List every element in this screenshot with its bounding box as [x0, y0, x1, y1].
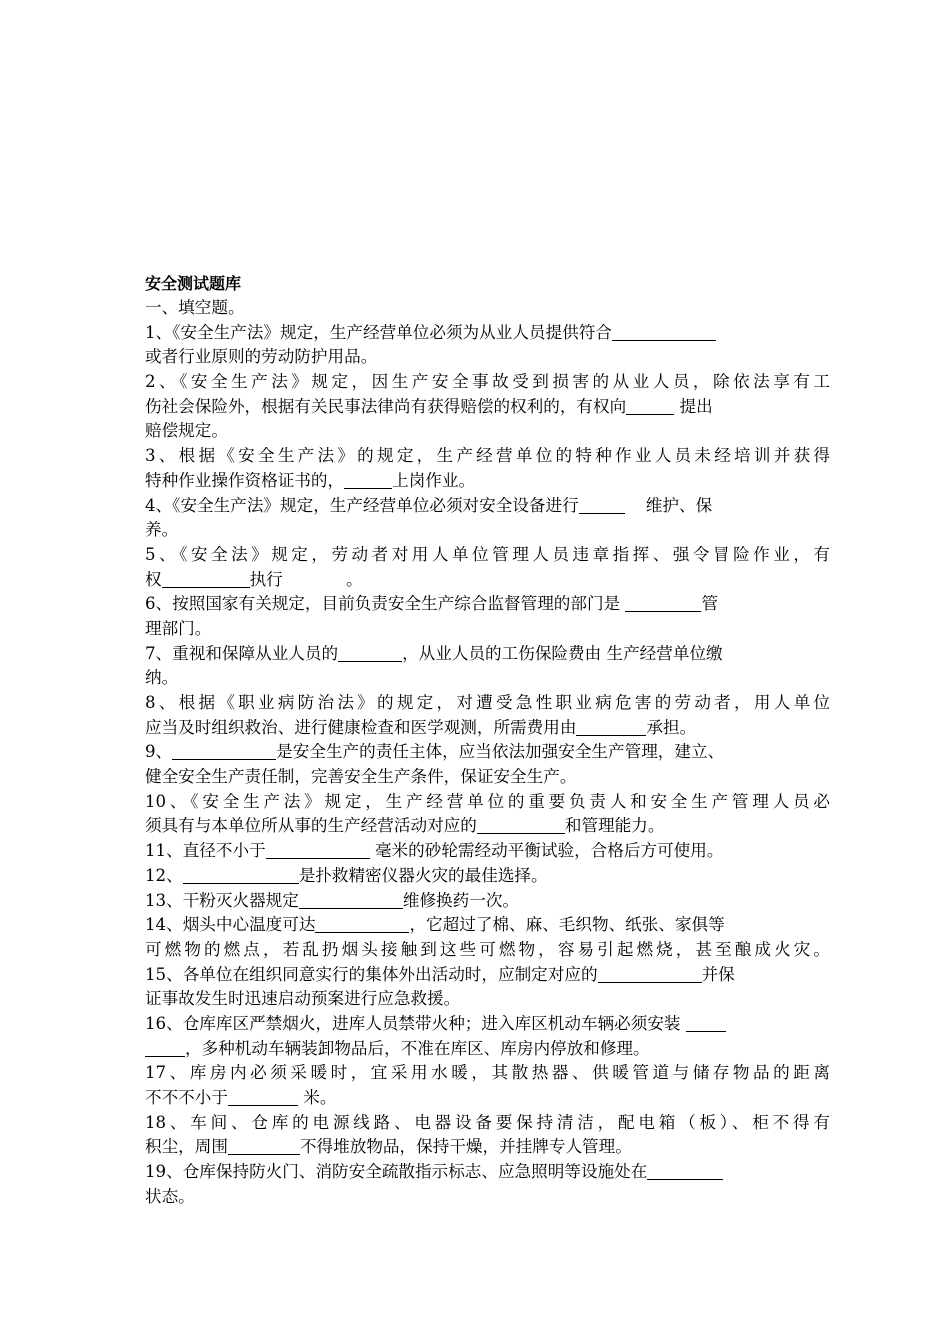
text: 19、仓库保持防火门、消防安全疏散指示标志、应急照明等设施处在 [145, 1162, 648, 1182]
question-8-line-2 [145, 716, 830, 741]
question-1-line-1 [145, 321, 830, 346]
text: 5、《安全法》规定，劳动者对用人单位管理人员违章指挥、强令冒险作业，有 [145, 544, 830, 564]
question-1-line-2 [145, 345, 830, 370]
text: 特种作业操作资格证书的， [145, 470, 345, 490]
question-11 [145, 839, 830, 864]
text: 和管理能力。 [564, 816, 665, 836]
question-4-line-1 [145, 494, 830, 519]
text: 积尘，周围 [145, 1137, 228, 1157]
question-2-line-2 [145, 395, 830, 420]
text: 2、《安全生产法》规定，因生产安全事故受到损害的从业人员，除依法享有工 [145, 372, 830, 392]
answer-blank[interactable] [625, 594, 701, 612]
question-14-line-2 [145, 938, 830, 963]
text: 理部门。 [145, 618, 212, 638]
text: ，多种机动车辆装卸物品后，不准在库区、库房内停放和修理。 [185, 1038, 650, 1058]
answer-blank[interactable] [626, 397, 674, 415]
question-4-line-2 [145, 518, 830, 543]
answer-blank[interactable] [344, 471, 392, 489]
text: 伤社会保险外，根据有关民事法律尚有获得赔偿的权利的，有权向 [145, 396, 627, 416]
text: 3、根据《安全生产法》的规定，生产经营单位的特种作业人员未经培训并获得 [145, 446, 830, 466]
answer-blank-continued[interactable] [145, 1039, 185, 1057]
section-heading: 一、填空题。 [145, 298, 245, 317]
text: 应当及时组织救治、进行健康检查和医学观测，所需费用由 [145, 717, 577, 737]
question-18-line-1 [145, 1111, 830, 1136]
answer-blank[interactable] [299, 891, 403, 909]
answer-blank[interactable] [338, 644, 402, 662]
question-5-line-2 [145, 568, 830, 593]
question-9-line-2 [145, 765, 830, 790]
question-6-line-1 [145, 592, 830, 617]
answer-blank[interactable] [686, 1014, 726, 1032]
text: 或者行业原则的劳动防护用品。 [145, 347, 378, 367]
text: 管 [701, 594, 719, 614]
question-17-line-1 [145, 1061, 830, 1086]
text: 18、车间、仓库的电源线路、电器设备要保持清洁，配电箱（板）、柜不得有 [145, 1112, 830, 1132]
question-7-line-2 [145, 666, 830, 691]
text: 不得堆放物品，保持干燥，并挂牌专人管理。 [299, 1137, 632, 1157]
text: 11、直径不小于 [145, 841, 266, 861]
text: 并保 [701, 964, 735, 984]
text: 须具有与本单位所从事的生产经营活动对应的 [145, 816, 477, 836]
text: 可燃物的燃点，若乱扔烟头接触到这些可燃物，容易引起燃烧，甚至酿成火灾。 [145, 939, 830, 959]
text: 13、干粉灭火器规定 [145, 890, 299, 910]
question-14-line-1 [145, 913, 830, 938]
text: 健全安全生产责任制，完善安全生产条件，保证安全生产。 [145, 767, 577, 787]
text: 纳。 [145, 668, 179, 688]
question-6-line-2 [145, 617, 830, 642]
text: 赔偿规定。 [145, 421, 228, 441]
question-16-line-2 [145, 1037, 830, 1062]
answer-blank[interactable] [162, 570, 250, 588]
question-15-line-2 [145, 987, 830, 1012]
answer-blank[interactable] [612, 323, 716, 341]
answer-blank[interactable] [228, 1088, 298, 1106]
text: 权 [145, 569, 162, 589]
answer-blank[interactable] [579, 496, 625, 514]
text: ，它超过了棉、麻、毛织物、纸张、家俱等 [409, 915, 725, 935]
answer-blank[interactable] [315, 915, 409, 933]
text: 维护、保 [624, 495, 713, 515]
question-2-line-1 [145, 370, 830, 395]
question-3-line-2 [145, 469, 830, 494]
answer-blank[interactable] [477, 816, 565, 834]
text: 是扑救精密仪器火灾的最佳选择。 [298, 865, 548, 885]
answer-blank[interactable] [598, 965, 702, 983]
question-16-line-1 [145, 1012, 830, 1037]
answer-blank[interactable] [266, 841, 370, 859]
text: 8、根据《职业病防治法》的规定，对遭受急性职业病危害的劳动者，用人单位 [145, 693, 830, 712]
question-3-line-1 [145, 444, 830, 469]
text: 4、《安全生产法》规定，生产经营单位必须对安全设备进行 [145, 495, 579, 515]
text: 6、按照国家有关规定，目前负责安全生产综合监督管理的部门是 [145, 594, 626, 614]
question-10-line-1 [145, 790, 830, 815]
question-2-line-3 [145, 419, 830, 444]
text: 提出 [674, 396, 713, 416]
text: 12、 [145, 865, 183, 885]
text: 14、烟头中心温度可达 [145, 915, 316, 935]
text: 执行 。 [249, 569, 363, 589]
answer-blank[interactable] [172, 742, 276, 760]
text: 10、《安全生产法》规定，生产经营单位的重要负责人和安全生产管理人员必 [145, 791, 830, 811]
question-5-line-1 [145, 543, 830, 568]
text: 米。 [297, 1088, 337, 1107]
question-18-line-2 [145, 1135, 830, 1160]
question-7-line-1 [145, 642, 830, 667]
question-12 [145, 864, 830, 889]
question-10-line-2 [145, 814, 830, 839]
text: 状态。 [145, 1186, 195, 1206]
text: 承担。 [646, 717, 697, 737]
answer-blank[interactable] [228, 1137, 300, 1155]
text: 9、 [145, 742, 173, 762]
document-body [145, 272, 830, 1209]
question-9-line-1 [145, 740, 830, 765]
question-19-line-1 [145, 1160, 830, 1185]
text: 维修换药一次。 [402, 890, 520, 910]
document-title: 安全测试题库 [145, 274, 242, 293]
text: 养。 [145, 520, 179, 540]
answer-blank[interactable] [183, 866, 299, 884]
question-17-line-2 [145, 1086, 830, 1111]
text: 16、仓库库区严禁烟火，进库人员禁带火种；进入库区机动车辆必须安装 [145, 1013, 686, 1033]
answer-blank[interactable] [647, 1162, 723, 1180]
question-8-line-1 [145, 691, 830, 716]
answer-blank[interactable] [576, 718, 646, 736]
text: 7、重视和保障从业人员的 [145, 643, 339, 663]
text: ，从业人员的工伤保险费由 生产经营单位缴 [402, 643, 723, 663]
question-15-line-1 [145, 963, 830, 988]
text: 是安全生产的责任主体，应当依法加强安全生产管理，建立、 [276, 742, 725, 762]
text: 证事故发生时迅速启动预案进行应急救援。 [145, 989, 461, 1009]
text: 上岗作业。 [392, 470, 476, 490]
text: 17、库房内必须采暖时，宜采用水暖，其散热器、供暖管道与储存物品的距离 [145, 1063, 830, 1083]
question-19-line-2 [145, 1185, 830, 1210]
text: 不不不小于 [145, 1088, 228, 1107]
text: 15、各单位在组织同意实行的集体外出活动时，应制定对应的 [145, 964, 598, 984]
text: 1、《安全生产法》规定，生产经营单位必须为从业人员提供符合 [145, 322, 612, 342]
text: 毫米的砂轮需经动平衡试验，合格后方可使用。 [369, 841, 724, 861]
question-13 [145, 889, 830, 914]
